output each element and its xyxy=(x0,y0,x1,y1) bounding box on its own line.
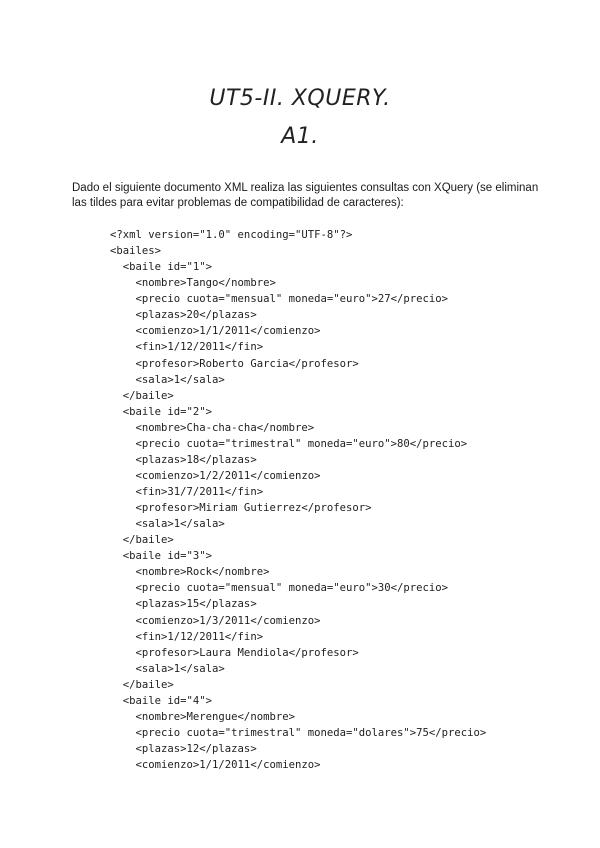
code-line: </baile> xyxy=(110,678,174,691)
code-line: <comienzo>1/2/2011</comienzo> xyxy=(110,469,321,482)
code-line: <fin>1/12/2011</fin> xyxy=(110,341,264,354)
xml-code-block xyxy=(110,227,486,773)
document-title: UT5-II. XQUERY. xyxy=(209,86,391,111)
code-line: <baile id="1"> xyxy=(110,261,213,274)
code-line: <comienzo>1/1/2011</comienzo> xyxy=(110,325,321,338)
code-line: <baile id="3"> xyxy=(110,550,213,563)
code-line: <precio cuota="mensual" moneda="euro">30</precio> xyxy=(110,582,449,595)
code-line: <profesor>Roberto Garcia</profesor> xyxy=(110,357,359,370)
code-line: <nombre>Merengue</nombre> xyxy=(110,710,295,723)
code-line: <sala>1</sala> xyxy=(110,373,225,386)
code-line: <comienzo>1/1/2011</comienzo> xyxy=(110,759,321,772)
code-line: <nombre>Tango</nombre> xyxy=(110,277,276,290)
code-line: <bailes> xyxy=(110,245,162,258)
code-line: <baile id="2"> xyxy=(110,405,213,418)
code-line: <nombre>Rock</nombre> xyxy=(110,566,270,579)
code-line: </baile> xyxy=(110,534,174,547)
code-line: <precio cuota="mensual" moneda="euro">27</precio> xyxy=(110,293,449,306)
code-line: <comienzo>1/3/2011</comienzo> xyxy=(110,614,321,627)
code-line: <plazas>18</plazas> xyxy=(110,453,257,466)
code-line: <fin>1/12/2011</fin> xyxy=(110,630,264,643)
code-line: <nombre>Cha-cha-cha</nombre> xyxy=(110,421,315,434)
code-line: <baile id="4"> xyxy=(110,694,213,707)
code-line: <plazas>15</plazas> xyxy=(110,598,257,611)
code-line: <sala>1</sala> xyxy=(110,662,225,675)
code-line: <profesor>Miriam Gutierrez</profesor> xyxy=(110,502,372,515)
code-line: <plazas>20</plazas> xyxy=(110,309,257,322)
code-line: <sala>1</sala> xyxy=(110,518,225,531)
code-line: <?xml version="1.0" encoding="UTF-8"?> xyxy=(110,229,353,241)
code-line: <profesor>Laura Mendiola</profesor> xyxy=(110,646,359,659)
code-line: <plazas>12</plazas> xyxy=(110,743,257,755)
code-line: </baile> xyxy=(110,389,174,402)
code-line: <fin>31/7/2011</fin> xyxy=(110,486,264,498)
code-line: <precio cuota="trimestral" moneda="dolares">75</precio> xyxy=(110,726,487,739)
intro-paragraph: Dado el siguiente documento XML realiza las siguientes consultas con XQuery (se eliminan las tildes para evitar problemas de compatibilidad de caracteres): xyxy=(72,182,539,209)
document-subtitle: A1. xyxy=(281,124,319,149)
code-line: <precio cuota="trimestral" moneda="euro">80</precio> xyxy=(110,437,468,450)
